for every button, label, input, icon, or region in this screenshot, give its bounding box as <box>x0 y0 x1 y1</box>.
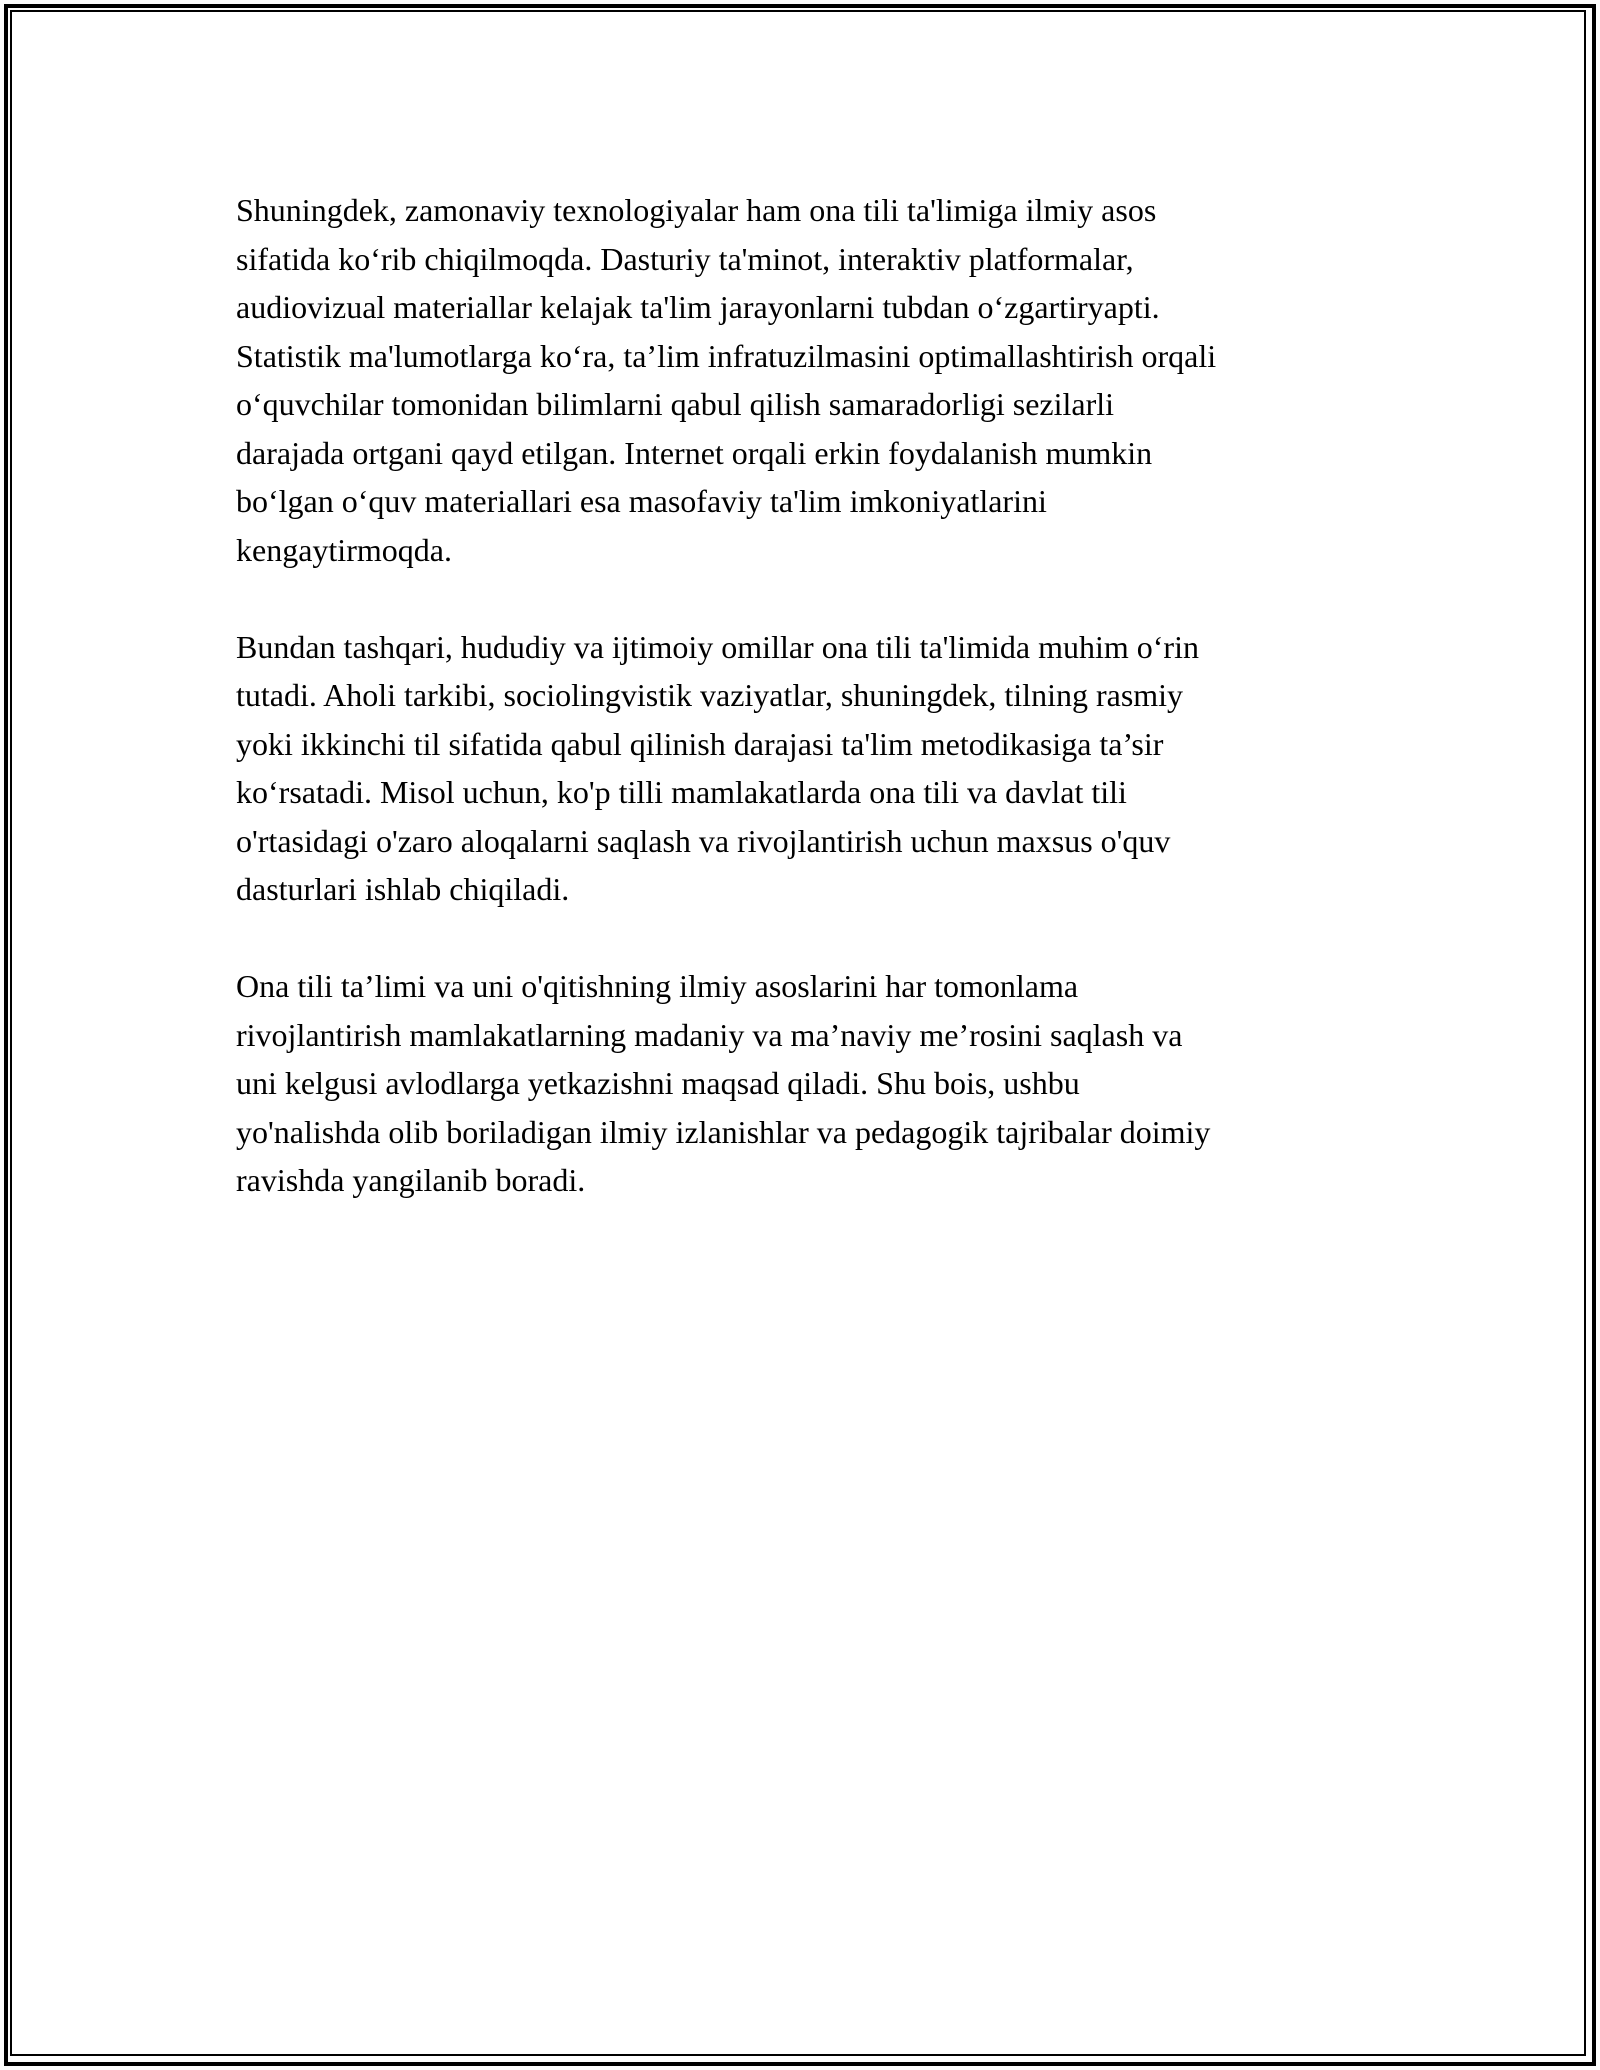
paragraph-modern-technologies: Shuningdek, zamonaviy texnologiyalar ham ona tili ta'limiga ilmiy asos sifatida ko‘rib chiqilmoqda. Dasturiy ta'minot, interaktiv platformalar, audiovizual materiallar kelajak ta'lim jarayonlarni tubdan o‘zgartiryapti. Statistik ma'lumotlarga ko‘ra, ta’lim infratuzilmasini optimallashtirish orqali o‘quvchilar tomonidan bilimlarni qabul qilish samaradorligi sezilarli darajada ortgani qayd etilgan. Internet orqali erkin foydalanish mumkin bo‘lgan o‘quv materiallari esa masofaviy ta'lim imkoniyatlarini kengaytirmoqda. <box>236 192 1217 568</box>
document-body <box>236 186 1376 1253</box>
paragraph-social-factors: Bundan tashqari, hududiy va ijtimoiy omillar ona tili ta'limida muhim o‘rin tutadi. Aholi tarkibi, sociolingvistik vaziyatlar, shuningdek, tilning rasmiy yoki ikkinchi til sifatida qabul qilinish darajasi ta'lim metodikasiga ta’sir ko‘rsatadi. Misol uchun, ko'p tilli mamlakatlarda ona tili va davlat tili o'rtasidagi o'zaro aloqalarni saqlash va rivojlantirish uchun maxsus o'quv dasturlari ishlab chiqiladi. <box>236 628 1199 907</box>
paragraph-conclusion: Ona tili ta’limi va uni o'qitishning ilmiy asoslarini har tomonlama rivojlantirish mamlakatlarning madaniy va ma’naviy me’rosini saqlash va uni kelgusi avlodlarga yetkazishni maqsad qiladi. Shu bois, ushbu yo'nalishda olib boriladigan ilmiy izlanishlar va pedagogik tajribalar doimiy ravishda yangilanib boradi. <box>236 968 1211 1198</box>
